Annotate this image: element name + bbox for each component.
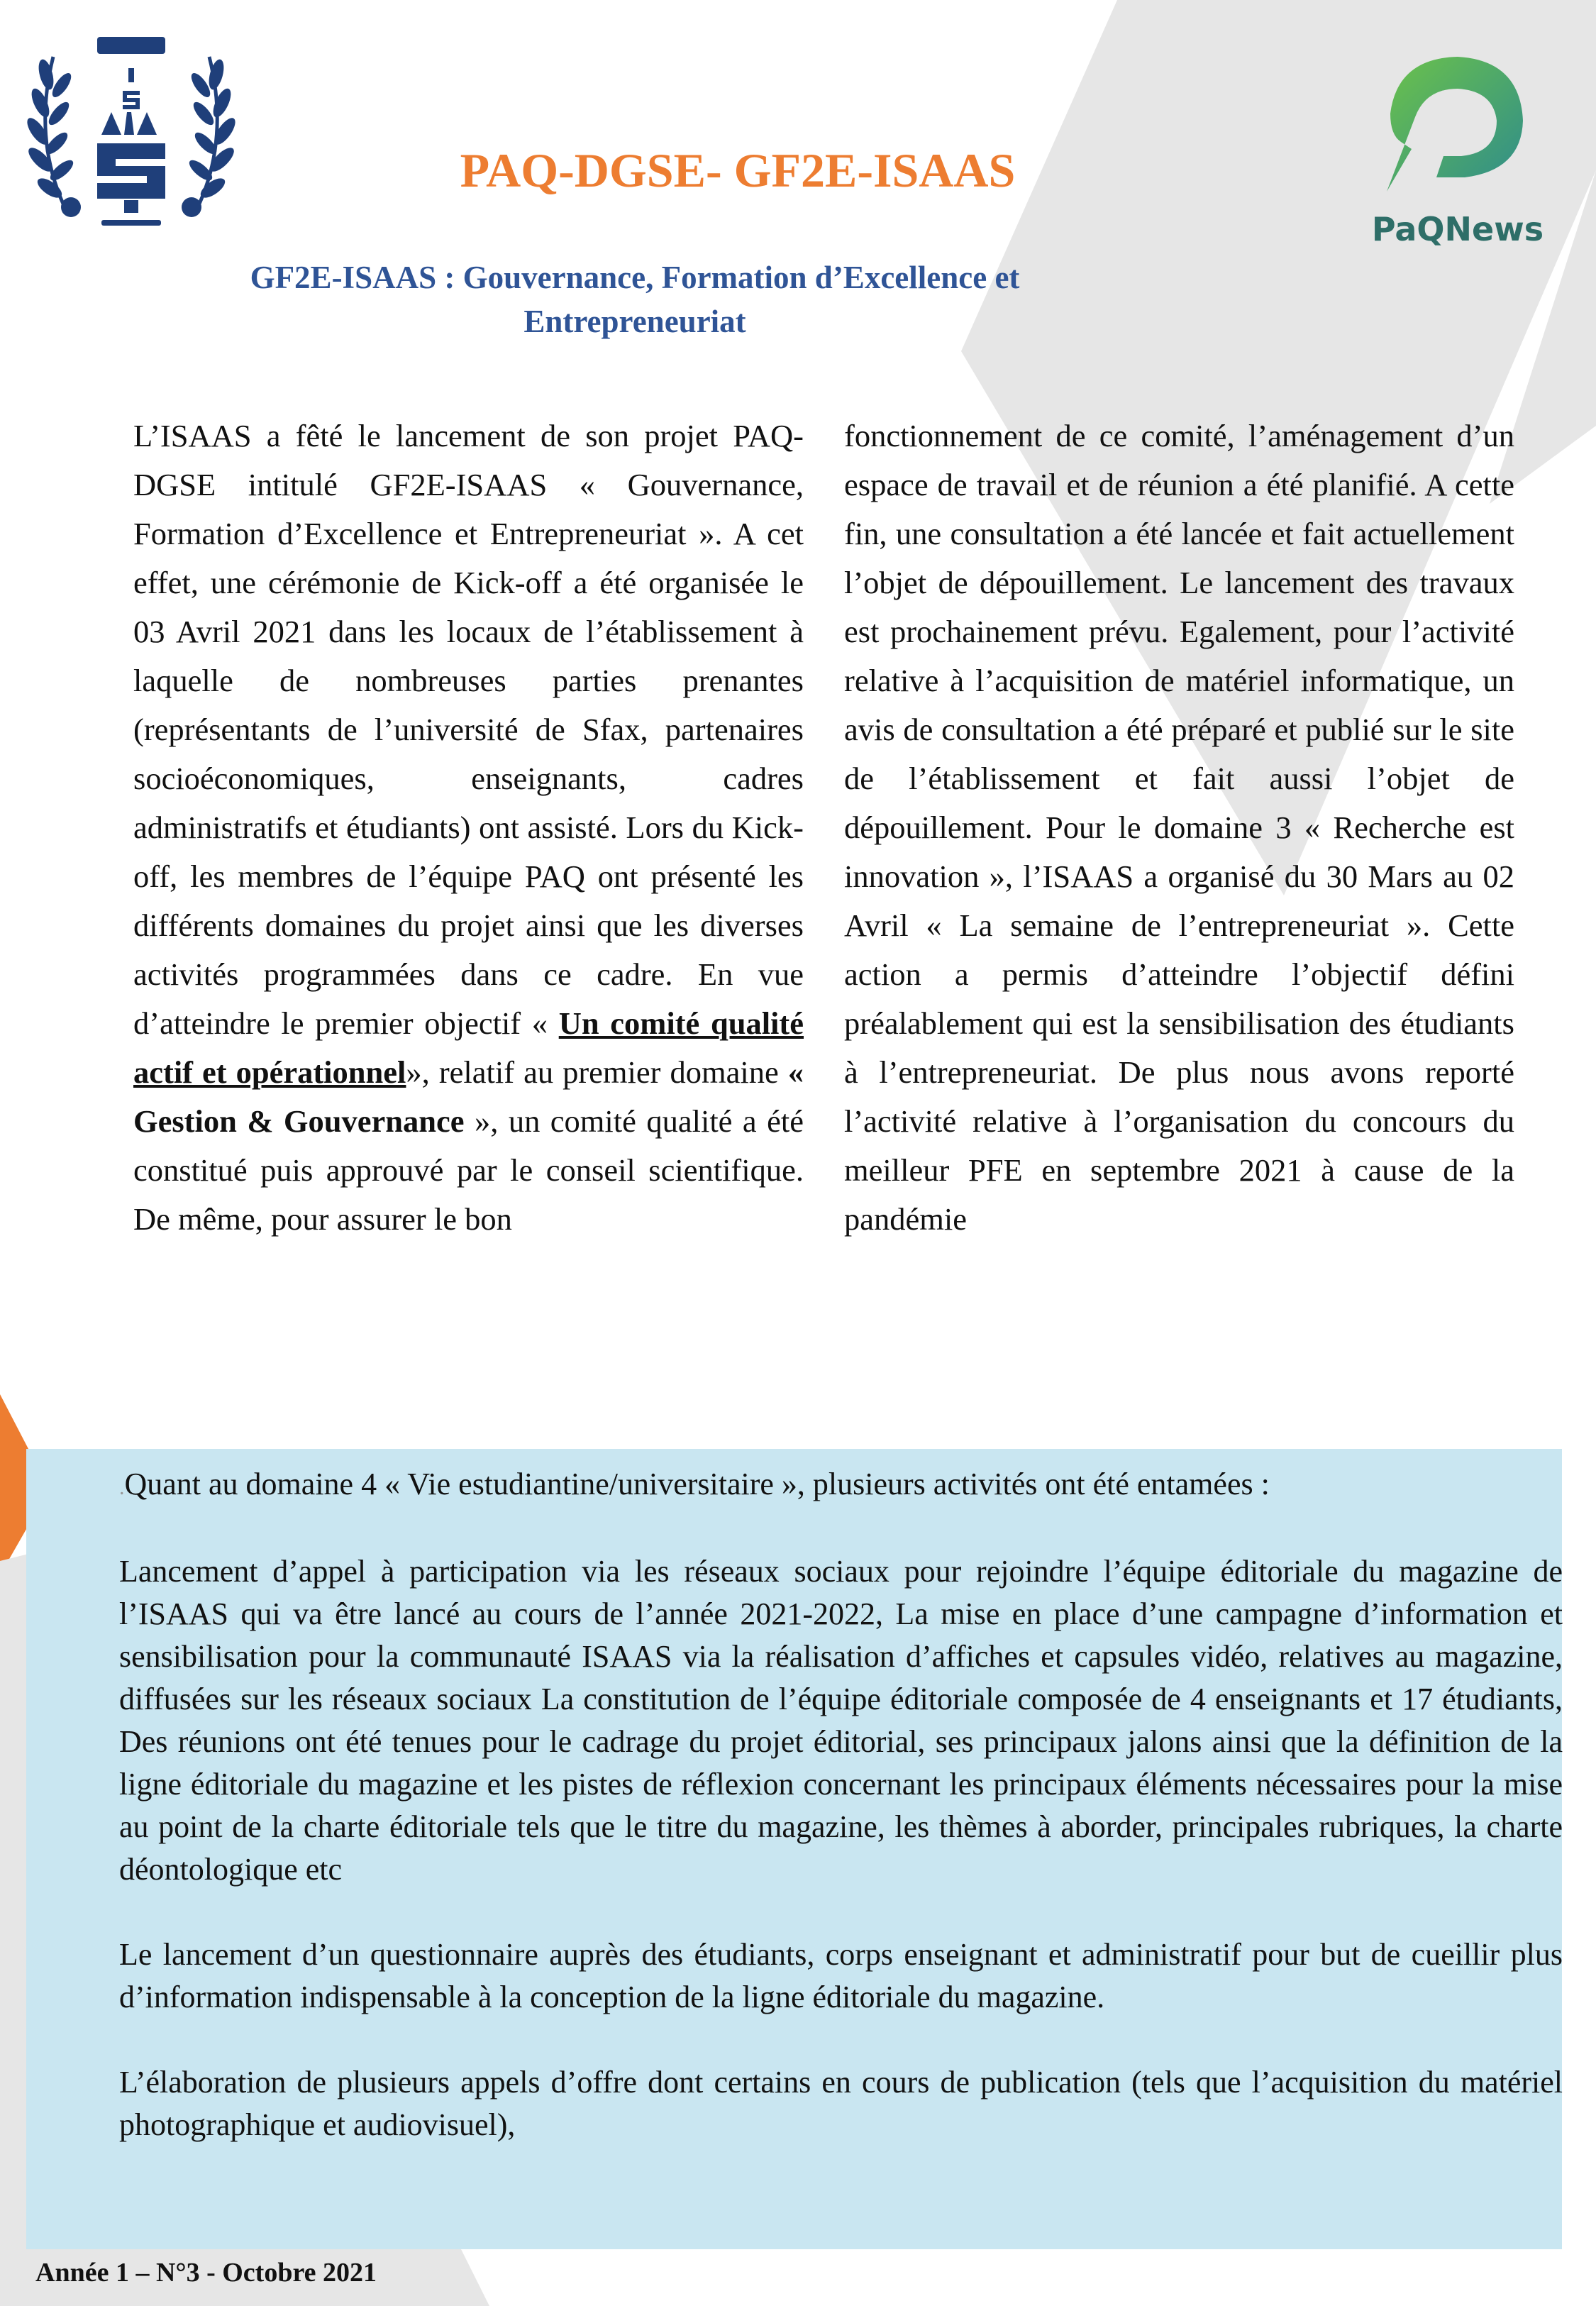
objective-highlight: Un comité qualité actif et opérationnel [133,1005,804,1090]
box-paragraph: Le lancement d’un questionnaire auprès des étudiants, corps enseignant et administratif pour but de cueillir plus d’information indispensable à la conception de la ligne éditoriale du magazine. [119,1937,1563,2014]
page-title: PAQ-DGSE- GF2E-ISAAS [460,143,1016,197]
left-column-paragraph [133,412,804,1244]
left-text-3: », un comité qualité a été constitué puis approuvé par le conseil scientifique. De même, pour assurer le bon [133,1103,804,1237]
right-column-paragraph: fonctionnement de ce comité, l’aménagement d’un espace de travail et de réunion a été planifié. A cette fin, une consultation a été lancée et fait actuellement l’objet de dépouillement. Le lancement des travaux est prochainement prévu. Egalement, pour l’activité relative à l’acquisition de matériel informatique, un avis de consultation a été préparé et publié sur le site de l’établissement et fait aussi l’objet de dépouillement. Pour le domaine 3 « Recherche est innovation », l’ISAAS a organisé du 30 Mars au 02 Avril « La semaine de l’entrepreneuriat ». Cette action a permis d’atteindre l’objectif défini préalablement qui est la sensibilisation des étudiants à l’entrepreneuriat. De plus nous avons reporté l’activité relative à l’organisation du concours du meilleur PFE en septembre 2021 à cause de la pandémie [844,418,1514,1237]
domain-highlight: « Gestion & Gouvernance [133,1054,804,1139]
paqnews-logo [1358,28,1557,206]
lead-dot: . [119,1476,125,1499]
left-text-2: », relatif au premier domaine [406,1054,788,1090]
isaas-logo [18,21,245,234]
left-text-1: L’ISAAS a fêté le lancement de son projet PAQ-DGSE intitulé GF2E-ISAAS « Gouvernance, Formation d’Excellence et Entrepreneuriat ». A cet effet, une cérémonie de Kick-off a été organisée le 03 Avril 2021 dans les locaux de l’établissement à laquelle de nombreuses parties prenantes (représentants de l’université de Sfax, partenaires socioéconomiques, enseignants, cadres administratifs et étudiants) ont assisté. Lors du Kick-off, les membres de l’équipe PAQ ont présenté les différents domaines du projet ainsi que les diverses activités programmées dans ce cadre. En vue d’atteindre le premier objectif « [133,418,804,1041]
issue-footer: Année 1 – N°3 - Octobre 2021 [35,2258,377,2288]
highlight-box-text [119,1463,1563,2189]
box-intro [119,1463,1563,1509]
box-intro-text: Quant au domaine 4 « Vie estudiantine/universitaire », plusieurs activités ont été entamées : [124,1467,1270,1501]
paqnews-logo-label: PaQNews [1371,210,1544,248]
box-paragraph: Lancement d’appel à participation via les réseaux sociaux pour rejoindre l’équipe éditoriale du magazine de l’ISAAS qui va être lancé au cours de l’année 2021-2022, La mise en place d’une campagne d’information et sensibilisation pour la communauté ISAAS via la réalisation d’affiches et capsules vidéo, relatives au magazine, diffusées sur les réseaux sociaux La constitution de l’équipe éditoriale composée de 4 enseignants et 17 étudiants, Des réunions ont été tenues pour le cadrage du projet éditorial, ses principaux jalons ainsi que la définition de la ligne éditoriale du magazine et les pistes de réflexion concernant les principaux éléments nécessaires pour la mise au point de la charte éditoriale tels que le titre du magazine, les thèmes à aborder, principales rubriques, la charte déontologique etc [119,1554,1563,1887]
box-paragraph: L’élaboration de plusieurs appels d’offre dont certains en cours de publication (tels que l’acquisition du matériel photographique et audiovisuel), [119,2065,1563,2142]
article-left-column [133,412,804,1244]
page-subtitle: GF2E-ISAAS : Gouvernance, Formation d’Excellence et Entrepreneuriat [250,260,1020,339]
orange-chevron [0,1394,28,1575]
article-right-column [844,412,1514,1244]
